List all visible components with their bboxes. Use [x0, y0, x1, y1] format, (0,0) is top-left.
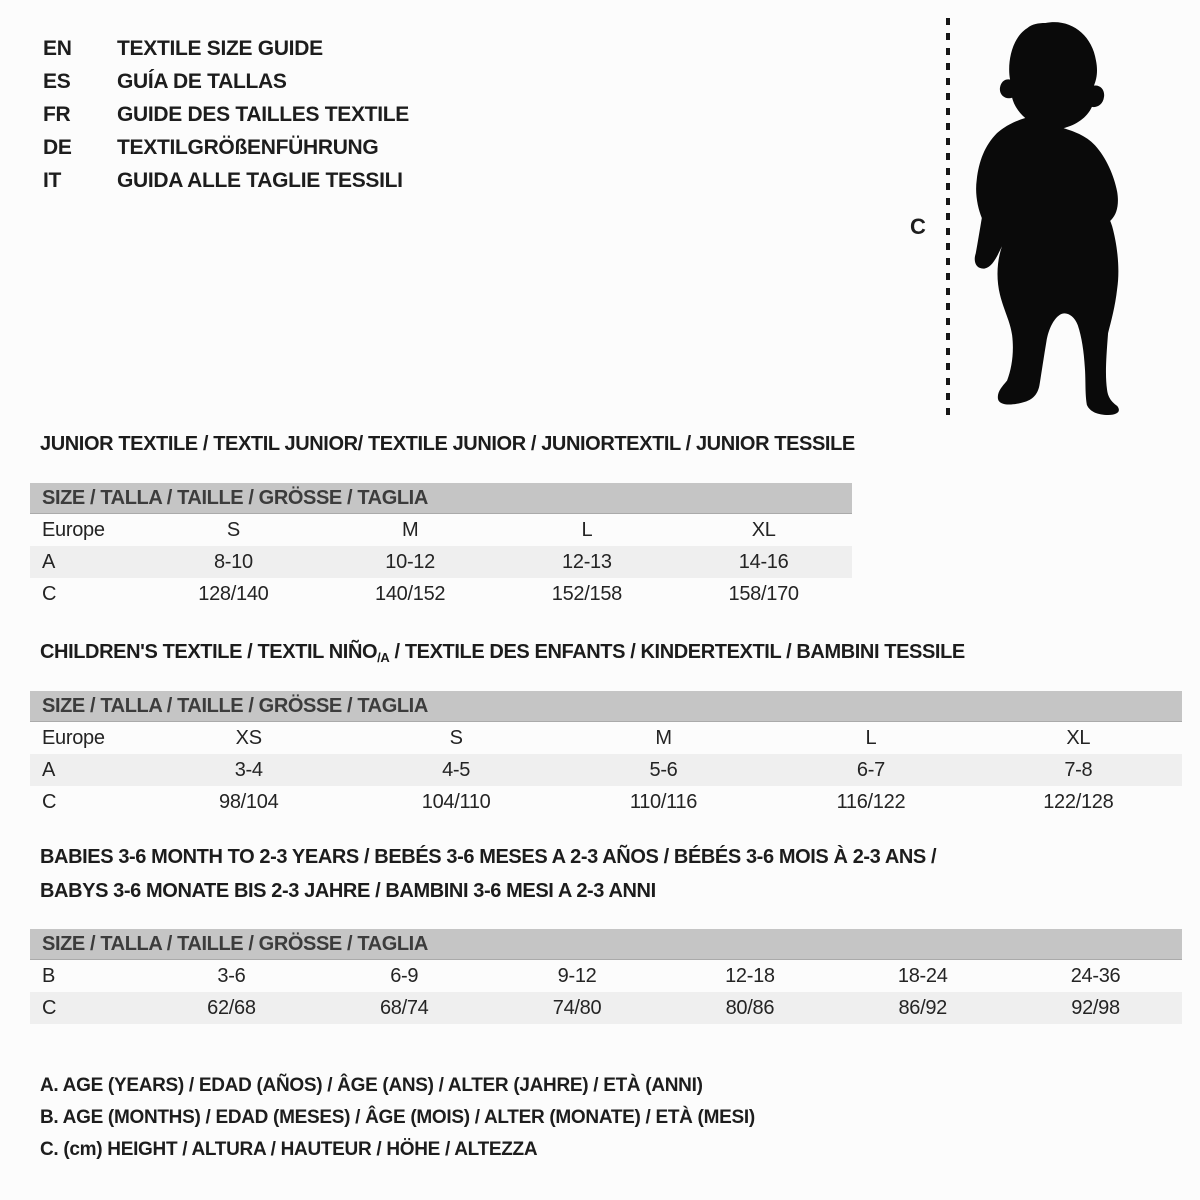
- height-cell: 98/104: [219, 791, 279, 813]
- height-measure-label: C: [910, 214, 926, 239]
- row-label: Europe: [42, 519, 105, 541]
- age-cell: 12-13: [562, 551, 612, 573]
- language-code: DE: [43, 136, 72, 159]
- row-label: Europe: [42, 727, 105, 749]
- language-title: GUIDE DES TAILLES TEXTILE: [117, 103, 409, 126]
- junior-section-heading: JUNIOR TEXTILE / TEXTIL JUNIOR/ TEXTILE JUNIOR / JUNIORTEXTIL / JUNIOR TESSILE: [40, 433, 855, 455]
- measurement-legend: [40, 1070, 755, 1166]
- language-row-fr: [43, 98, 409, 131]
- height-measure-dashed-line: [946, 18, 950, 420]
- table-row-europe: [30, 722, 1182, 754]
- row-label: C: [42, 583, 57, 605]
- legend-age-months: B. AGE (MONTHS) / EDAD (MESES) / ÂGE (MOIS) / ALTER (MONATE) / ETÀ (MESI): [40, 1107, 755, 1128]
- row-label: A: [42, 551, 56, 573]
- language-row-en: [43, 32, 409, 65]
- height-cell: 80/86: [725, 997, 775, 1019]
- children-size-table: [30, 691, 1182, 818]
- language-title: TEXTILGRÖßENFÜHRUNG: [117, 136, 379, 159]
- size-header-row: SIZE / TALLA / TAILLE / GRÖSSE / TAGLIA: [30, 929, 1182, 960]
- size-cell: XS: [235, 727, 262, 749]
- age-cell: 7-8: [1064, 759, 1093, 781]
- age-cell: 3-4: [234, 759, 263, 781]
- age-cell: 3-6: [217, 965, 246, 987]
- height-cell: 110/116: [629, 791, 698, 813]
- children-heading-subscript: /A: [377, 650, 390, 665]
- legend-height-cm: C. (cm) HEIGHT / ALTURA / HAUTEUR / HÖHE / ALTEZZA: [40, 1139, 538, 1160]
- table-row-age-years: [30, 754, 1182, 786]
- language-row-de: [43, 131, 409, 164]
- height-cell: 116/122: [836, 791, 906, 813]
- row-label: C: [42, 997, 57, 1019]
- table-row-age-years: [30, 546, 852, 578]
- size-cell: S: [449, 727, 463, 749]
- height-cell: 86/92: [898, 997, 947, 1019]
- age-cell: 9-12: [557, 965, 597, 987]
- size-cell: S: [226, 519, 240, 541]
- row-label: A: [42, 759, 56, 781]
- language-code: FR: [43, 103, 71, 126]
- age-cell: 6-9: [390, 965, 419, 987]
- language-title-list: [43, 32, 409, 197]
- height-cell: 122/128: [1043, 791, 1114, 813]
- size-cell: L: [865, 727, 877, 749]
- height-cell: 62/68: [207, 997, 256, 1019]
- table-row-age-months: [30, 960, 1182, 992]
- age-cell: 5-6: [649, 759, 678, 781]
- toddler-silhouette-icon: [968, 20, 1134, 417]
- babies-size-table: [30, 929, 1182, 1024]
- children-heading-post: / TEXTILE DES ENFANTS / KINDERTEXTIL / BAMBINI TESSILE: [389, 641, 965, 663]
- children-heading-pre: CHILDREN'S TEXTILE / TEXTIL NIÑO: [40, 641, 378, 663]
- height-cell: 140/152: [375, 583, 446, 605]
- size-cell: XL: [751, 519, 776, 541]
- size-cell: L: [581, 519, 593, 541]
- size-cell: XL: [1066, 727, 1091, 749]
- language-code: EN: [43, 37, 72, 60]
- size-cell: M: [655, 727, 672, 749]
- row-label: C: [42, 791, 57, 813]
- legend-age-years: A. AGE (YEARS) / EDAD (AÑOS) / ÂGE (ANS) / ALTER (JAHRE) / ETÀ (ANNI): [40, 1075, 703, 1096]
- babies-section-heading-line1: BABIES 3-6 MONTH TO 2-3 YEARS / BEBÉS 3-6 MESES A 2-3 AÑOS / BÉBÉS 3-6 MOIS À 2-3 ANS /: [40, 846, 937, 868]
- table-row-height-cm: [30, 992, 1182, 1024]
- babies-section-heading-line2: BABYS 3-6 MONATE BIS 2-3 JAHRE / BAMBINI 3-6 MESI A 2-3 ANNI: [40, 880, 656, 902]
- age-cell: 24-36: [1070, 965, 1121, 987]
- language-row-es: [43, 65, 409, 98]
- age-cell: 8-10: [213, 551, 253, 573]
- age-cell: 6-7: [856, 759, 885, 781]
- size-header-row: SIZE / TALLA / TAILLE / GRÖSSE / TAGLIA: [30, 691, 1182, 722]
- height-cell: 104/110: [421, 791, 491, 813]
- children-section-heading: [40, 641, 965, 665]
- language-title: GUIDA ALLE TAGLIE TESSILI: [117, 169, 403, 192]
- size-header-row: SIZE / TALLA / TAILLE / GRÖSSE / TAGLIA: [30, 483, 852, 514]
- table-row-europe: [30, 514, 852, 546]
- age-cell: 10-12: [385, 551, 435, 573]
- height-cell: 128/140: [198, 583, 269, 605]
- row-label: B: [42, 965, 56, 987]
- table-row-height-cm: [30, 786, 1182, 818]
- language-title: GUÍA DE TALLAS: [117, 70, 287, 93]
- language-code: IT: [43, 169, 62, 192]
- height-cell: 74/80: [552, 997, 602, 1019]
- language-title: TEXTILE SIZE GUIDE: [117, 37, 323, 60]
- age-cell: 14-16: [738, 551, 789, 573]
- height-cell: 92/98: [1071, 997, 1120, 1019]
- language-code: ES: [43, 70, 71, 93]
- age-cell: 18-24: [897, 965, 948, 987]
- table-row-height-cm: [30, 578, 852, 610]
- height-cell: 158/170: [728, 583, 799, 605]
- language-row-it: [43, 164, 409, 197]
- size-cell: M: [401, 519, 419, 541]
- age-cell: 12-18: [725, 965, 775, 987]
- age-cell: 4-5: [442, 759, 471, 781]
- height-cell: 68/74: [379, 997, 429, 1019]
- junior-size-table: [30, 483, 852, 610]
- height-cell: 152/158: [551, 583, 622, 605]
